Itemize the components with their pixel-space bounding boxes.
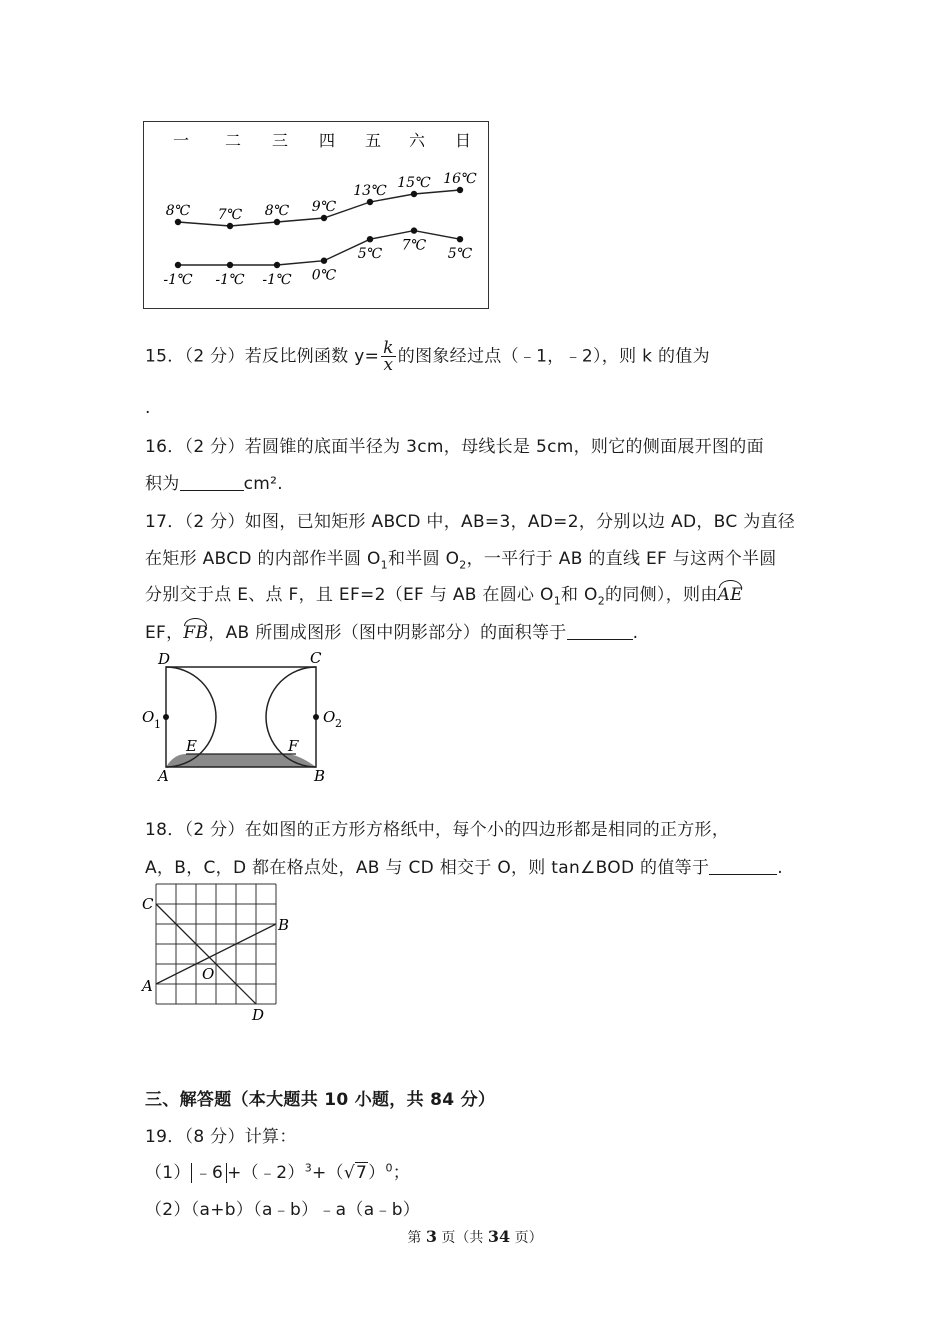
section-3-heading: 三、解答题（本大题共 10 小题，共 84 分） [145, 1090, 496, 1110]
q17-l2b: 和半圆 O [387, 549, 460, 569]
q17-l2-sub2: 2 [459, 558, 467, 572]
weather-high-label: 8℃ [165, 203, 191, 219]
q19-part1 [145, 1158, 410, 1183]
q18-label-a: A [142, 977, 153, 995]
q15-end: . [145, 398, 151, 418]
q19-p1c: +（ [312, 1163, 344, 1183]
weather-day-label: 五 [364, 131, 382, 150]
q17-arc-fb: FB [183, 619, 208, 643]
weather-high-label: 13℃ [353, 183, 387, 199]
q17-label-c: C [310, 649, 322, 667]
q17-label-f: F [288, 737, 299, 755]
q18-end: . [777, 858, 783, 878]
q17-l3b: 和 O [561, 585, 598, 605]
q17-point-o1 [163, 714, 169, 720]
q16-line2 [145, 469, 283, 494]
q17-answer-blank [567, 623, 633, 640]
q17-line1: 17．（2 分）如图，已知矩形 ABCD 中，AB=3，AD=2，分别以边 AD，BC 为直径 [145, 512, 796, 532]
q15-prefix: 15．（2 分）若反比例函数 y= [145, 346, 380, 367]
q17-l2-sub1: 1 [380, 558, 388, 572]
q18-label-b: B [278, 916, 290, 934]
weather-day-label: 六 [408, 131, 426, 150]
q17-shaded-region [166, 754, 316, 767]
q17-point-o2 [313, 714, 319, 720]
weather-day-label: 二 [224, 131, 242, 150]
weather-low-point [321, 258, 327, 264]
weather-low-point [457, 236, 463, 242]
weather-high-point [411, 191, 417, 197]
q17-l4b: ，AB 所围成图形（图中阴影部分）的面积等于 [208, 623, 567, 643]
q15-fraction [381, 340, 396, 373]
q17-l4a: EF， [145, 623, 184, 643]
q19-abs-inner: ﹣6 [194, 1163, 224, 1183]
q18-line-cd [156, 904, 256, 1004]
weather-day-label: 一 [172, 131, 190, 150]
weather-high-label: 8℃ [264, 203, 290, 219]
q19-sqrt-inner: 7 [356, 1163, 368, 1183]
q17-l3a: 分别交于点 E、点 F，且 EF=2（EF 与 AB 在圆心 O [145, 585, 554, 605]
weather-low-point [175, 262, 181, 268]
q18-line1: 18．（2 分）在如图的正方形方格纸中，每个小的四边形都是相同的正方形， [145, 820, 730, 840]
weather-high-point [367, 199, 373, 205]
weather-high-point [175, 219, 181, 225]
q18-label-d: D [252, 1006, 265, 1024]
weather-high-point [321, 215, 327, 221]
q17-label-d: D [158, 650, 171, 668]
q19-sup-0: 0 [385, 1161, 393, 1175]
weather-low-label: -1℃ [163, 272, 193, 288]
weather-day-label: 三 [271, 131, 289, 150]
q18-grid [156, 884, 276, 1004]
q19-p1b: +（﹣2） [227, 1163, 305, 1183]
q15-frac-den: x [383, 355, 394, 375]
q17-rectangle-figure [138, 648, 358, 788]
q18-line2 [145, 853, 783, 878]
q16-suffix: cm². [243, 474, 283, 494]
weather-chart [143, 121, 489, 309]
footer-middle: 页（共 [436, 1230, 488, 1246]
weather-high-label: 9℃ [311, 199, 337, 215]
weather-high-label: 16℃ [443, 171, 477, 187]
q17-line2 [145, 544, 777, 571]
q17-l2c: ，一平行于 AB 的直线 EF 与这两个半圆 [466, 549, 777, 569]
weather-low-label: -1℃ [262, 272, 292, 288]
weather-high-label: 7℃ [217, 207, 243, 223]
q15-frac-num: k [383, 338, 394, 358]
q17-line3 [145, 580, 743, 607]
q17-l3c: 的同侧），则由 [605, 585, 718, 605]
q19-p1d: ） [368, 1163, 386, 1183]
footer-suffix: 页） [510, 1230, 543, 1246]
weather-low-point [274, 262, 280, 268]
weather-low-label: 0℃ [311, 267, 337, 284]
q17-l3-sub1: 1 [553, 594, 562, 608]
weather-chart-svg [144, 122, 488, 308]
q17-label-e: E [186, 737, 197, 755]
q17-label-o2: O [323, 708, 336, 726]
footer-prefix: 第 [407, 1230, 426, 1246]
q16-answer-blank [180, 474, 244, 491]
footer-total-pages: 34 [487, 1227, 511, 1246]
weather-low-point [411, 227, 417, 233]
q17-l2a: 在矩形 ABCD 的内部作半圆 O [145, 549, 381, 569]
q19-abs-value [191, 1163, 227, 1183]
weather-low-label: 5℃ [357, 246, 383, 263]
weather-low-label: -1℃ [215, 272, 245, 288]
q19-title: 19．（8 分）计算： [145, 1127, 297, 1147]
page-footer [0, 1227, 950, 1247]
q18-label-c: C [142, 895, 154, 913]
weather-low-label: 5℃ [447, 246, 473, 263]
q17-l3-sub2: 2 [597, 594, 606, 608]
q19-sup-3: 3 [304, 1161, 313, 1175]
q16-prefix: 积为 [145, 474, 180, 494]
weather-low-point [367, 236, 373, 242]
q17-label-o1: O [142, 708, 155, 726]
q15-text [145, 340, 710, 373]
weather-low-point [227, 262, 233, 268]
q17-label-o1-sub: 1 [154, 718, 161, 731]
q17-label-a: A [158, 767, 169, 785]
weather-low-label: 7℃ [401, 237, 427, 254]
footer-page-number: 3 [425, 1227, 437, 1246]
q19-p1e: ； [392, 1163, 411, 1183]
weather-high-point [227, 223, 233, 229]
weather-day-label: 日 [454, 131, 472, 150]
q17-line4 [145, 618, 638, 643]
q19-sqrt: √7 [343, 1163, 368, 1183]
q18-label-o: O [202, 965, 215, 983]
weather-high-point [274, 219, 280, 225]
q18-answer-blank [709, 858, 777, 875]
weather-day-label: 四 [318, 131, 336, 150]
q17-end: . [632, 623, 639, 643]
q19-p1a: （1） [145, 1163, 191, 1183]
q18-l2: A，B，C，D 都在格点处，AB 与 CD 相交于 O，则 tan∠BOD 的值等于 [145, 858, 710, 878]
q18-grid-figure [138, 880, 298, 1028]
q19-part2: （2）（a+b）（a﹣b）﹣a（a﹣b） [145, 1200, 421, 1220]
weather-high-label: 15℃ [397, 175, 431, 191]
q17-label-b: B [314, 767, 326, 785]
q15-suffix: 的图象经过点（﹣1，﹣2），则 k 的值为 [397, 346, 710, 367]
q16-line1: 16．（2 分）若圆锥的底面半径为 3cm，母线长是 5cm，则它的侧面展开图的面 [145, 437, 764, 457]
weather-high-point [457, 187, 463, 193]
q17-label-o2-sub: 2 [335, 717, 342, 730]
q17-arc-ae: AE [718, 581, 743, 605]
